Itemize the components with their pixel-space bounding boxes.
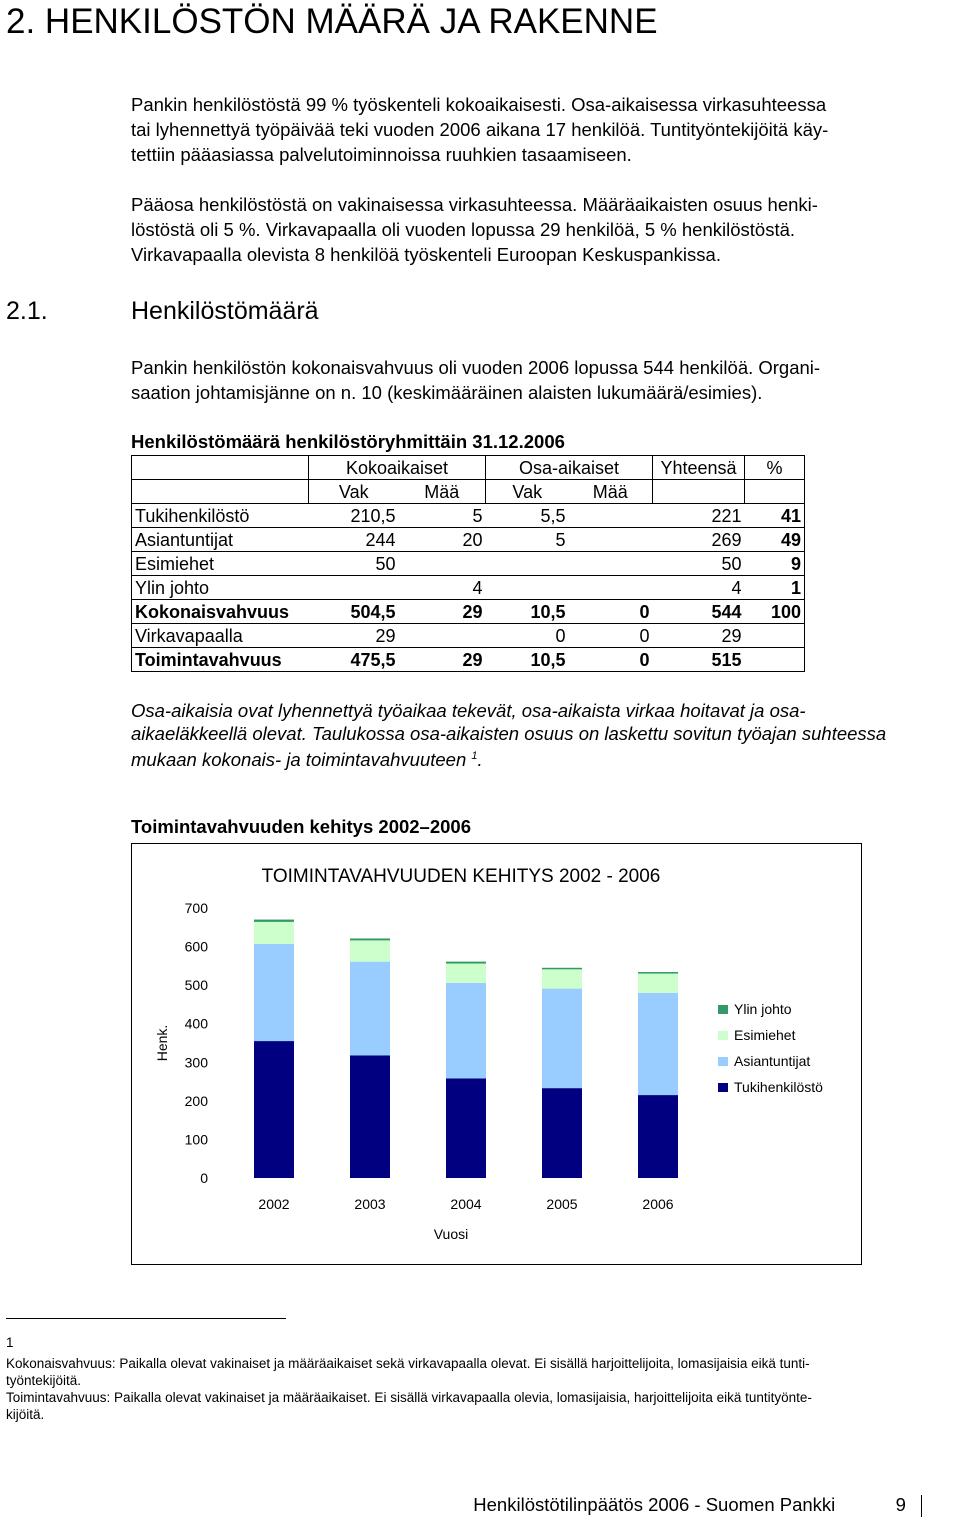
x-tick-label: 2003 bbox=[354, 1196, 386, 1212]
bar-segment bbox=[542, 1088, 582, 1178]
chart-title: TOIMINTAVAHVUUDEN KEHITYS 2002 - 2006 bbox=[261, 866, 661, 887]
bar-segment bbox=[638, 993, 678, 1095]
section-number: 2.1. bbox=[6, 297, 48, 325]
subheader-empty-cell bbox=[745, 480, 805, 504]
table-cell: 221 bbox=[711, 505, 742, 526]
x-tick-label: 2006 bbox=[642, 1196, 674, 1212]
y-tick-label: 200 bbox=[184, 1092, 208, 1109]
text-line: Pankin henkilöstön kokonaisvahvuus oli vuoden 2006 lopussa 544 henkilöä. Organi- bbox=[131, 357, 821, 378]
footnote-text bbox=[6, 1355, 946, 1423]
bar-segment bbox=[446, 1078, 486, 1178]
table-cell: 50 bbox=[375, 553, 396, 574]
y-axis-label: Henk. bbox=[154, 1024, 170, 1062]
bar-segment bbox=[350, 962, 390, 1056]
x-axis-label: Vuosi bbox=[433, 1226, 469, 1242]
row-label: Asiantuntijat bbox=[135, 529, 234, 550]
header-empty-cell bbox=[132, 456, 309, 480]
y-tick-label: 300 bbox=[184, 1054, 208, 1071]
footer-rule bbox=[921, 1495, 930, 1517]
header-yhteensa: Yhteensä bbox=[653, 456, 745, 480]
footnote-line: kijöitä. bbox=[6, 1407, 45, 1422]
text-line: löstöstä oli 5 %. Virkavapaalla oli vuoden lopussa 29 henkilöä, 5 % henkilöstöstä. bbox=[131, 219, 796, 240]
bar-segment bbox=[638, 1095, 678, 1178]
legend-label: Esimiehet bbox=[734, 1027, 796, 1043]
text-line: Pankin henkilöstöstä 99 % työskenteli kokoaikaisesti. Osa-aikaisessa virkasuhteessa bbox=[131, 94, 827, 115]
subheader-maa: Mää bbox=[399, 480, 486, 504]
table-cell: 0 bbox=[555, 625, 566, 646]
bar-segment bbox=[254, 944, 294, 1041]
table-cell: 1 bbox=[790, 577, 801, 598]
table-row-total bbox=[132, 600, 805, 624]
bar-segment bbox=[638, 974, 678, 993]
footnote-reference: 1 bbox=[471, 750, 478, 762]
table-cell: 20 bbox=[462, 529, 483, 550]
text-line: saation johtamisjänne on n. 10 (keskimääräinen alaisten lukumäärä/esimies). bbox=[131, 382, 763, 403]
bar-segment bbox=[254, 920, 294, 922]
text-line: Virkavapaalla olevista 8 henkilöä työskenteli Euroopan Keskuspankissa. bbox=[131, 244, 721, 265]
table-cell: 41 bbox=[780, 505, 801, 526]
table-cell: 29 bbox=[721, 625, 742, 646]
y-tick-label: 400 bbox=[184, 1015, 208, 1032]
section-title: Henkilöstömäärä bbox=[131, 297, 319, 325]
table-cell bbox=[569, 504, 653, 528]
table-row bbox=[132, 504, 805, 528]
bar-segment bbox=[350, 938, 390, 940]
table-cell: 10,5 bbox=[530, 601, 566, 622]
row-label: Kokonaisvahvuus bbox=[135, 601, 290, 622]
y-tick-label: 600 bbox=[184, 938, 208, 955]
table-cell bbox=[399, 624, 486, 648]
chart-heading: Toimintavahvuuden kehitys 2002–2006 bbox=[131, 816, 472, 837]
footnote-line: Toimintavahvuus: Paikalla olevat vakinaiset ja määräaikaiset. Ei sisällä virkavapaalla olevia, lomasijaisia, harjoittelijoita eikä tuntityönte- bbox=[6, 1390, 812, 1405]
footnote-line: työntekijöitä. bbox=[6, 1373, 82, 1388]
table-cell: 0 bbox=[639, 649, 650, 670]
table-row bbox=[132, 528, 805, 552]
header-percent: % bbox=[745, 456, 805, 480]
row-label: Ylin johto bbox=[135, 577, 210, 598]
row-label: Toimintavahvuus bbox=[135, 649, 282, 670]
intro-paragraph-1 bbox=[131, 92, 951, 167]
subheader-empty-cell bbox=[132, 480, 309, 504]
table-row bbox=[132, 576, 805, 600]
table-cell bbox=[486, 576, 569, 600]
note-line: Osa-aikaisia ovat lyhennettyä työaikaa tekevät, osa-aikaista virkaa hoitavat ja osa- bbox=[131, 700, 806, 721]
section-paragraph bbox=[131, 355, 951, 405]
row-label: Virkavapaalla bbox=[135, 625, 243, 646]
table-cell: 5 bbox=[555, 529, 566, 550]
table-note bbox=[131, 699, 951, 771]
bar-segment bbox=[446, 962, 486, 964]
text-line: tai lyhennettyä työpäivää teki vuoden 2006 aikana 17 henkilöä. Tuntityöntekijöitä käy- bbox=[131, 119, 829, 140]
table-cell bbox=[569, 576, 653, 600]
footer-title: Henkilöstötilinpäätös 2006 - Suomen Pankki bbox=[473, 1494, 836, 1515]
table-cell: 244 bbox=[365, 529, 396, 550]
table-cell bbox=[569, 552, 653, 576]
note-line: aikaeläkkeellä olevat. Taulukossa osa-aikaisten osuus on laskettu sovitun työajan suhteessa bbox=[131, 723, 887, 744]
table-cell: 0 bbox=[639, 601, 650, 622]
table-cell: 515 bbox=[711, 649, 742, 670]
bar-segment bbox=[638, 972, 678, 974]
row-label: Tukihenkilöstö bbox=[135, 505, 250, 526]
table-cell: 29 bbox=[462, 601, 483, 622]
legend-swatch bbox=[718, 1031, 728, 1040]
subheader-empty-cell bbox=[653, 480, 745, 504]
table-cell: 9 bbox=[790, 553, 801, 574]
text-line: tettiin pääasiassa palvelutoiminnoissa ruuhkien tasaamiseen. bbox=[131, 144, 632, 165]
x-tick-label: 2005 bbox=[546, 1196, 578, 1212]
y-tick-label: 100 bbox=[184, 1131, 208, 1148]
page-heading: 2. HENKILÖSTÖN MÄÄRÄ JA RAKENNE bbox=[6, 2, 658, 41]
table-cell bbox=[399, 552, 486, 576]
table-cell: 5 bbox=[472, 505, 483, 526]
table-subheader-row bbox=[132, 480, 805, 504]
table-cell: 5,5 bbox=[540, 505, 566, 526]
table-cell bbox=[745, 624, 805, 648]
legend-label: Ylin johto bbox=[734, 1001, 792, 1017]
note-line bbox=[131, 745, 951, 771]
table-cell: 504,5 bbox=[350, 601, 396, 622]
legend-label: Asiantuntijat bbox=[734, 1053, 811, 1069]
legend-swatch bbox=[718, 1083, 728, 1092]
footnote-mark: 1 bbox=[6, 1335, 14, 1350]
table-cell: 100 bbox=[770, 601, 801, 622]
header-osa-aikaiset: Osa-aikaiset bbox=[486, 456, 653, 480]
table-cell bbox=[745, 648, 805, 672]
table-cell: 49 bbox=[780, 529, 801, 550]
footnote-line: Kokonaisvahvuus: Paikalla olevat vakinaiset ja määräaikaiset sekä virkavapaalla olevat. Ei sisällä harjoittelijoita, lomasijaisia eikä tunti- bbox=[6, 1356, 810, 1371]
table-cell: 29 bbox=[375, 625, 396, 646]
bar-segment bbox=[542, 989, 582, 1089]
bar-segment bbox=[446, 983, 486, 1079]
row-label: Esimiehet bbox=[135, 553, 215, 574]
table-row bbox=[132, 624, 805, 648]
table-cell: 29 bbox=[462, 649, 483, 670]
bar-segment bbox=[542, 968, 582, 970]
table-cell: 4 bbox=[731, 577, 742, 598]
table-caption: Henkilöstömäärä henkilöstöryhmittäin 31.12.2006 bbox=[131, 431, 565, 452]
table-cell bbox=[486, 552, 569, 576]
subheader-vak: Vak bbox=[486, 480, 569, 504]
subheader-vak: Vak bbox=[309, 480, 399, 504]
table-cell: 50 bbox=[721, 553, 742, 574]
bar-segment bbox=[350, 1055, 390, 1178]
bar-segment bbox=[254, 922, 294, 944]
table-cell: 4 bbox=[472, 577, 483, 598]
table-cell bbox=[309, 576, 399, 600]
note-end: . bbox=[477, 749, 483, 771]
table-cell: 0 bbox=[639, 625, 650, 646]
page-number: 9 bbox=[895, 1494, 906, 1515]
legend-swatch bbox=[718, 1005, 728, 1014]
table-row bbox=[132, 552, 805, 576]
note-line-text: mukaan kokonais- ja toimintavahvuuteen bbox=[131, 749, 467, 771]
bar-segment bbox=[446, 964, 486, 983]
table-header-row bbox=[132, 456, 805, 480]
legend-swatch bbox=[718, 1057, 728, 1066]
bar-segment bbox=[254, 1041, 294, 1178]
legend-label: Tukihenkilöstö bbox=[734, 1079, 823, 1095]
table-cell bbox=[569, 528, 653, 552]
table-row-total bbox=[132, 648, 805, 672]
bar-segment bbox=[350, 940, 390, 961]
header-kokoaikaiset: Kokoaikaiset bbox=[309, 456, 486, 480]
bar-segment bbox=[542, 969, 582, 988]
footnote-divider bbox=[6, 1318, 286, 1319]
text-line: Pääosa henkilöstöstä on vakinaisessa virkasuhteessa. Määräaikaisten osuus henki- bbox=[131, 194, 818, 215]
page-footer bbox=[473, 1494, 930, 1517]
table-cell: 544 bbox=[711, 601, 742, 622]
table-cell: 10,5 bbox=[530, 649, 566, 670]
staff-table bbox=[131, 455, 805, 672]
y-tick-label: 500 bbox=[184, 977, 208, 994]
intro-paragraph-2 bbox=[131, 192, 951, 267]
y-tick-label: 0 bbox=[200, 1170, 208, 1186]
x-tick-label: 2004 bbox=[450, 1196, 482, 1212]
table-cell: 475,5 bbox=[350, 649, 396, 670]
table-cell: 210,5 bbox=[350, 505, 396, 526]
subheader-maa: Mää bbox=[569, 480, 653, 504]
stacked-bar-chart bbox=[131, 843, 862, 1265]
x-tick-label: 2002 bbox=[258, 1196, 290, 1212]
table-cell: 269 bbox=[711, 529, 742, 550]
y-tick-label: 700 bbox=[184, 900, 208, 916]
